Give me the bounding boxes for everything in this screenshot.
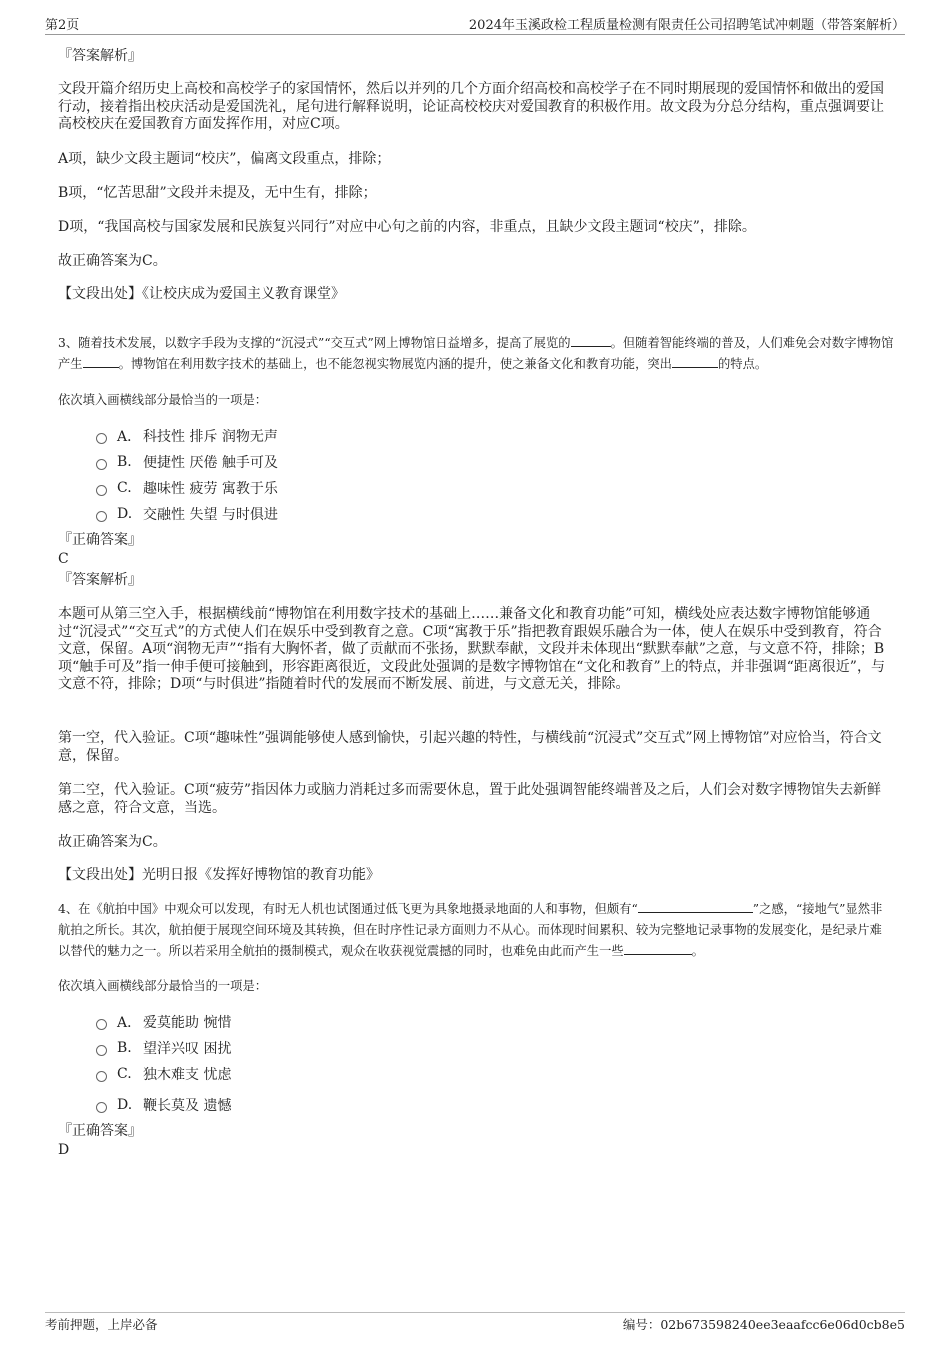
radio-icon[interactable] (96, 485, 107, 496)
radio-icon[interactable] (96, 1102, 107, 1113)
radio-icon[interactable] (96, 1045, 107, 1056)
radio-icon[interactable] (96, 1019, 107, 1030)
q3-prompt: 依次填入画横线部分最恰当的一项是： (58, 393, 268, 407)
q3-answer: 故正确答案为C。 (58, 834, 167, 850)
q3-option-a[interactable]: A． 科技性 排斥 润物无声 (96, 426, 278, 446)
q2-analysis-para-1: 文段开篇介绍历史上高校和高校学子的家国情怀，然后以并列的几个方面介绍高校和高校学子在不同时期展现的爱国情怀和做出的爱国行动，接着指出校庆活动是爱国洗礼，尾句进行解释说明，论证高校校庆对爱国教育的积极作用。故文段为分总分结构，重点强调要让高校校庆在爱国教育方面发挥作用，对应C项。 (58, 81, 884, 132)
footer-doc-id: 编号：02b673598240ee3eaafcc6e06d0cb8e5 (622, 1317, 905, 1332)
q3-option-d[interactable]: D. 交融性 失望 与时俱进 (96, 504, 278, 524)
blank-3 (672, 355, 718, 368)
blank-1 (638, 900, 753, 913)
page-footer (45, 1312, 905, 1337)
blank-2 (624, 942, 692, 955)
q4-option-b[interactable]: B. 望洋兴叹 困扰 (96, 1038, 231, 1058)
q2-source: 【文段出处】《让校庆成为爱国主义教育课堂》 (58, 286, 345, 302)
q3-analysis-para-3: 第二空，代入验证。C项“疲劳”指因体力或脑力消耗过多而需要休息，置于此处强调智能终端普及之后，人们会对数字博物馆失去新鲜感之意，符合文意，当选。 (58, 782, 882, 816)
q2-answer: 故正确答案为C。 (58, 253, 167, 269)
q3-option-b[interactable]: B. 便捷性 厌倦 触手可及 (96, 452, 278, 472)
q4-option-c[interactable]: C. 独木难支 忧虑 (96, 1064, 231, 1084)
page-header (45, 14, 905, 35)
q4-stem: 4、在《航拍中国》中观众可以发现，有时无人机也试图通过低飞更为具象地摄录地面的人和事物，但颇有“ ”之感，“接地气”显然非航拍之所长。其次，航拍便于展现空间环境及其转换，但在时序性记录方面则力不从心。而体现时间累积、较为完整地记录事物的发展变化，是纪录片难以替代的魅力之一。所以若采用全航拍的摄制模式，观众在收获视觉震撼的同时，也难免由此而产生一些 。 (58, 902, 883, 958)
q3-stem: 3、随着技术发展，以数字手段为支撑的“沉浸式”“交互式”网上博物馆日益增多，提高了展览的 。但随着智能终端的普及，人们难免会对数字博物馆产生 。博物馆在利用数字技术的基础上，也不能忽视实物展览内涵的提升，使之兼备文化和教育功能，突出 的特点。 (58, 336, 894, 371)
blank-1 (571, 334, 611, 347)
radio-icon[interactable] (96, 511, 107, 522)
q3-correct-label: 『正确答案』 (58, 532, 142, 548)
q2-analysis-label: 『答案解析』 (58, 48, 142, 64)
page-number: 第2页 (45, 18, 80, 33)
q3-option-c[interactable]: C. 趣味性 疲劳 寓教于乐 (96, 478, 278, 498)
q3-analysis-para-1: 本题可从第三空入手，根据横线前“博物馆在利用数字技术的基础上……兼备文化和教育功能”可知，横线处应表达数字博物馆能够通过“沉浸式”“交互式”的方式使人们在娱乐中受到教育之意。C项“寓教于乐”指把教育跟娱乐融合为一体，使人在娱乐中受到教育，符合文意，保留。A项“润物无声”“指有大胸怀者，做了贡献而不张扬，默默奉献，文段并未体现出“默默奉献”之意，与文意不符，排除；B项“触手可及”指一伸手便可接触到，形容距离很近，文段此处强调的是数字博物馆在“文化和教育”上的特点，并非强调“距离很近”，与文意不符，排除；D项“与时俱进”指随着时代的发展而不断发展、前进，与文意无关，排除。 (58, 606, 885, 692)
q2-analysis-para-4: D项，“我国高校与国家发展和民族复兴同行”对应中心句之前的内容，非重点，且缺少文段主题词“校庆”，排除。 (58, 219, 756, 235)
radio-icon[interactable] (96, 459, 107, 470)
q2-analysis-para-2: A项，缺少文段主题词“校庆”，偏离文段重点，排除； (58, 151, 391, 167)
q4-correct-answer: D (58, 1142, 70, 1158)
q3-analysis-label: 『答案解析』 (58, 572, 142, 588)
q2-analysis-para-3: B项，“忆苦思甜”文段并未提及，无中生有，排除； (58, 185, 377, 201)
radio-icon[interactable] (96, 433, 107, 444)
document-title: 2024年玉溪政检工程质量检测有限责任公司招聘笔试冲刺题（带答案解析） (468, 18, 905, 33)
footer-slogan: 考前押题，上岸必备 (45, 1317, 158, 1332)
q3-correct-answer: C (58, 551, 69, 567)
q4-option-a[interactable]: A． 爱莫能助 惋惜 (96, 1012, 231, 1032)
blank-2 (83, 355, 119, 368)
q4-prompt: 依次填入画横线部分最恰当的一项是： (58, 979, 268, 993)
radio-icon[interactable] (96, 1071, 107, 1082)
q3-analysis-para-2: 第一空，代入验证。C项“趣味性”强调能够使人感到愉快，引起兴趣的特性，与横线前“沉浸式”交互式”网上博物馆”对应恰当，符合文意，保留。 (58, 730, 882, 764)
q3-source: 【文段出处】光明日报《发挥好博物馆的教育功能》 (58, 867, 380, 883)
q4-correct-label: 『正确答案』 (58, 1123, 142, 1139)
q4-option-d[interactable]: D. 鞭长莫及 遗憾 (96, 1095, 231, 1115)
